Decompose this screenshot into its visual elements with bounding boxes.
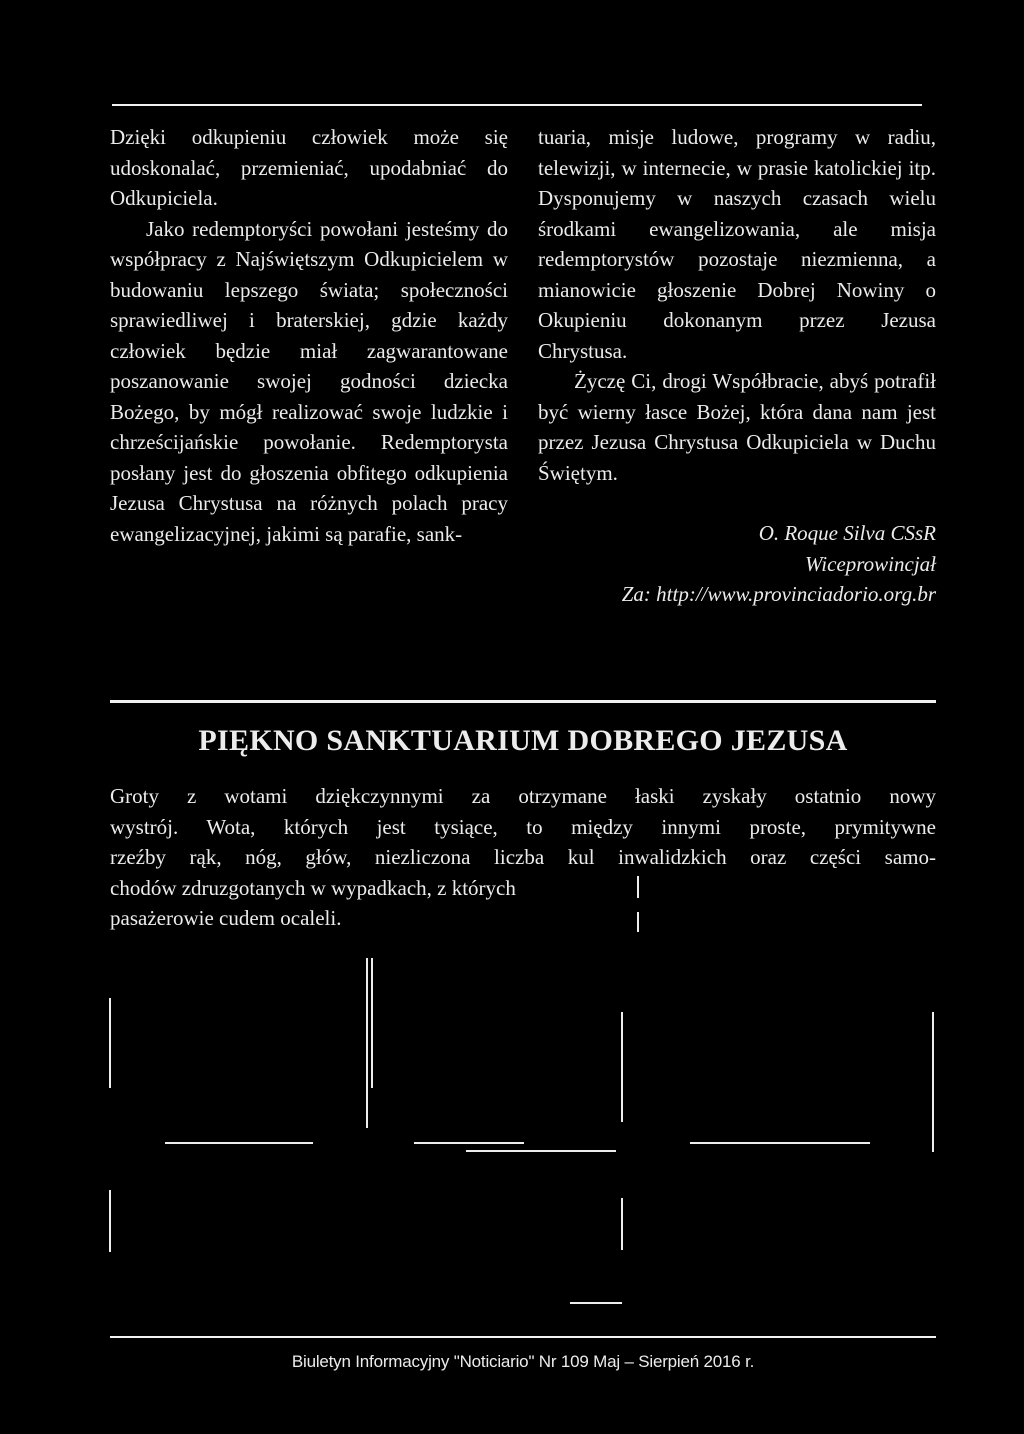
frame-line	[637, 912, 639, 932]
frame-line	[570, 1302, 622, 1304]
text-line: wystrój. Wota, których jest tysiące, to między innymi proste, prymitywne	[110, 814, 936, 839]
text-line: Groty z wotami dziękczynnymi za otrzymane łaski zyskały ostatnio nowy	[110, 784, 936, 808]
signature-source: Za: http://www.provinciadorio.org.br	[621, 582, 936, 606]
frame-line	[109, 998, 111, 1088]
article-body	[110, 781, 936, 934]
paragraph: Jako redemptoryści powołani jesteśmy do współpracy z Najświętszym Odkupicielem w budowaniu lepszego świata; społeczności sprawiedliwej i braterskiej, gdzie każdy człowiek będzie miał zagwarantowane poszanowanie swojej godności dziecka Bożego, by mógł realizować swoje ludzkie i chrześcijańskie powołanie. Redemptorysta posłany jest do głoszenia obfitego odkupienia Jezusa Chrystusa na różnych polach pracy ewangelizacyjnej, jakimi są parafie, sank-	[110, 216, 508, 546]
top-rule	[112, 104, 922, 106]
frame-line	[371, 958, 373, 1088]
frame-line	[621, 1198, 623, 1250]
paragraph: tuaria, misje ludowe, programy w radiu, telewizji, w internecie, w prasie katolickiej itp. Dysponujemy w naszych czasach wielu środkami ewangelizowania, ale misja redemptorystów pozostaje niezmienna, a mianowicie głoszenie Dobrej Nowiny o Okupieniu dokonanym przez Jezusa Chrystusa.	[538, 125, 936, 363]
footer-text: Biuletyn Informacyjny "Noticiario" Nr 109 Maj – Sierpień 2016 r.	[291, 1352, 755, 1371]
frame-line	[165, 1142, 313, 1144]
article-title: PIĘKNO SANKTUARIUM DOBREGO JEZUSA	[198, 724, 848, 757]
frame-line	[637, 876, 639, 898]
article-column-left	[110, 122, 508, 549]
frame-line	[932, 1012, 934, 1152]
frame-line	[690, 1142, 870, 1144]
section-divider	[110, 700, 936, 703]
frame-line	[621, 1012, 623, 1122]
text-line: chodów zdruzgotanych w wypadkach, z których	[110, 875, 516, 900]
paragraph: Życzę Ci, drogi Współbracie, abyś potrafił być wierny łasce Bożej, która dana nam jest przez Jezusa Chrystusa Odkupiciela w Duchu Świętym.	[538, 369, 936, 485]
text-line: pasażerowie cudem ocaleli.	[110, 906, 342, 930]
frame-line	[414, 1142, 524, 1144]
paragraph: Dzięki odkupieniu człowiek może się udoskonalać, przemieniać, upodabniać do Odkupiciela.	[110, 125, 508, 210]
frame-line	[109, 1190, 111, 1252]
frame-line	[366, 958, 368, 1128]
article-column-right	[538, 122, 936, 610]
text-line: rzeźby rąk, nóg, głów, niezliczona liczba kul inwalidzkich oraz części samo-	[110, 845, 936, 869]
signature-role: Wiceprowincjał	[804, 551, 936, 576]
frame-line	[466, 1150, 616, 1152]
footer-rule	[110, 1336, 936, 1338]
signature-name: O. Roque Silva CSsR	[758, 521, 936, 545]
